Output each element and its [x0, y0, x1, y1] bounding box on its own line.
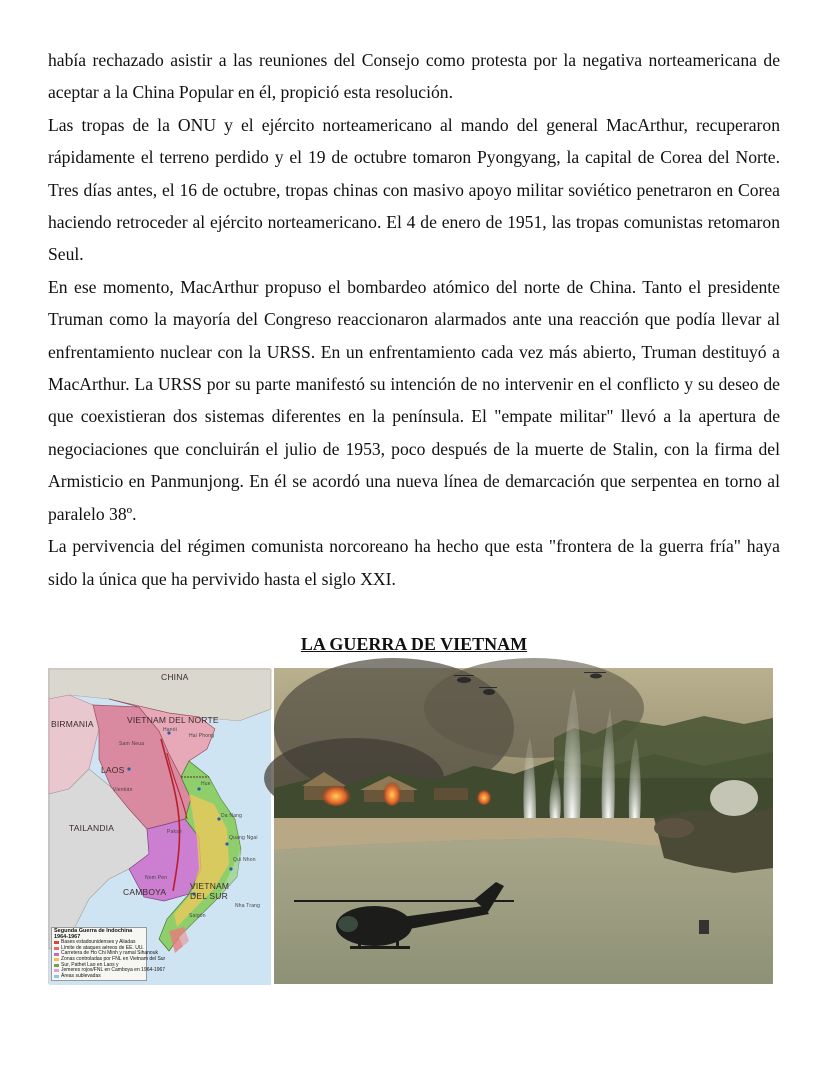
- map-label-laos: LAOS: [101, 765, 125, 775]
- map-city-pakse: Paksé: [167, 829, 182, 835]
- map-city-saigon: Saigón: [189, 913, 206, 919]
- map-city-nha-trang: Nha Trang: [235, 903, 261, 909]
- legend-swatch: [54, 953, 59, 956]
- legend-title-1: Segunda Guerra de Indochina: [54, 928, 133, 934]
- legend-swatch: [54, 947, 59, 950]
- map-legend: [51, 927, 166, 981]
- indochina-war-map: [48, 668, 270, 984]
- legend-item: Sur, Pathet Lao en Laos y: [54, 963, 144, 969]
- section-title: LA GUERRA DE VIETNAM: [300, 634, 528, 654]
- paragraph-1: había rechazado asistir a las reuniones del Consejo como protesta por la negativa norteamericana de aceptar a la China Popular en él, propició esta resolución.: [48, 50, 780, 103]
- map-city-vientian: Vientián: [113, 787, 133, 793]
- map-city-da-nang: Da Nang: [221, 813, 243, 819]
- map-label-vietnam-sur-1: VIETNAM: [190, 881, 230, 891]
- map-city-hanoi: Hanói: [163, 727, 178, 733]
- legend-item: Límite de ataques aéreos de EE. UU.: [54, 946, 144, 952]
- map-city-quang-ngai: Quang Ngai: [229, 835, 258, 841]
- legend-swatch: [54, 941, 59, 944]
- legend-item: Jemeres rojos/FNL en Camboya en 1964-1967: [54, 968, 144, 974]
- map-label-vietnam-sur-2: DEL SUR: [190, 891, 228, 901]
- map-city-sam-neua: Sam Neua: [119, 741, 145, 747]
- map-label-birmania: BIRMANIA: [51, 719, 94, 729]
- helicopter-attack-illustration: [274, 668, 773, 984]
- legend-item: Áreas sublevadas: [54, 974, 144, 980]
- map-city-hai-phong: Hai Phong: [189, 733, 215, 739]
- legend-title-2: 1964-1967: [54, 933, 81, 940]
- legend-item: Zonas controladas por FNL en Vietnam del Sur: [54, 957, 144, 963]
- map-label-tailandia: TAILANDIA: [69, 823, 115, 833]
- legend-swatch: [54, 969, 59, 972]
- legend-swatch: [54, 964, 59, 967]
- legend-swatch: [54, 975, 59, 978]
- map-city-qui-nhon: Qui Nhon: [233, 857, 256, 863]
- map-label-camboya: CAMBOYA: [123, 887, 167, 897]
- body-text: [48, 44, 780, 595]
- vietnam-war-photo: [274, 668, 773, 984]
- legend-item: Bases estadounidenses y Aliadas: [54, 940, 144, 946]
- legend-swatch: [54, 958, 59, 961]
- legend-item: Carretera de Ho Chi Minh y ramal Sihanouk: [54, 951, 144, 957]
- paragraph-3: En ese momento, MacArthur propuso el bombardeo atómico del norte de China. Tanto el presidente Truman como la mayoría del Congreso reaccionaron alarmados ante una reacción que podía llevar al enfrentamiento nuclear con la URSS. En un enfrentamiento cada vez más abierto, Truman destituyó a MacArthur. La URSS por su parte manifestó su intención de no intervenir en el conflicto y su deseo de que coexistieran dos sistemas diferentes en la península. El "empate militar" llevó a la apertura de negociaciones que concluirán el julio de 1953, poco después de la muerte de Stalin, con la firma del Armisticio en Panmunjong. En él se acordó una nueva línea de demarcación que serpentea en torno al paralelo 38º.: [48, 276, 780, 524]
- paragraph-2: Las tropas de la ONU y el ejército norteamericano al mando del general MacArthur, recuperaron rápidamente el terreno perdido y el 19 de octubre tomaron Pyongyang, la capital de Corea del Norte. Tres días antes, el 16 de octubre, tropas chinas con masivo apoyo militar soviético penetraron en Corea haciendo retroceder al ejército norteamericano. El 4 de enero de 1951, las tropas comunistas retomaron Seul.: [48, 114, 780, 265]
- map-label-vietnam-norte: VIETNAM DEL NORTE: [127, 715, 219, 725]
- map-city-hue: Hue: [201, 781, 211, 787]
- paragraph-4: La pervivencia del régimen comunista norcoreano ha hecho que esta "frontera de la guerra fría" haya sido la única que ha pervivido hasta el siglo XXI.: [48, 536, 780, 589]
- map-label-china: CHINA: [161, 672, 189, 682]
- map-city-phnom-penh: Nom Pen: [145, 875, 168, 881]
